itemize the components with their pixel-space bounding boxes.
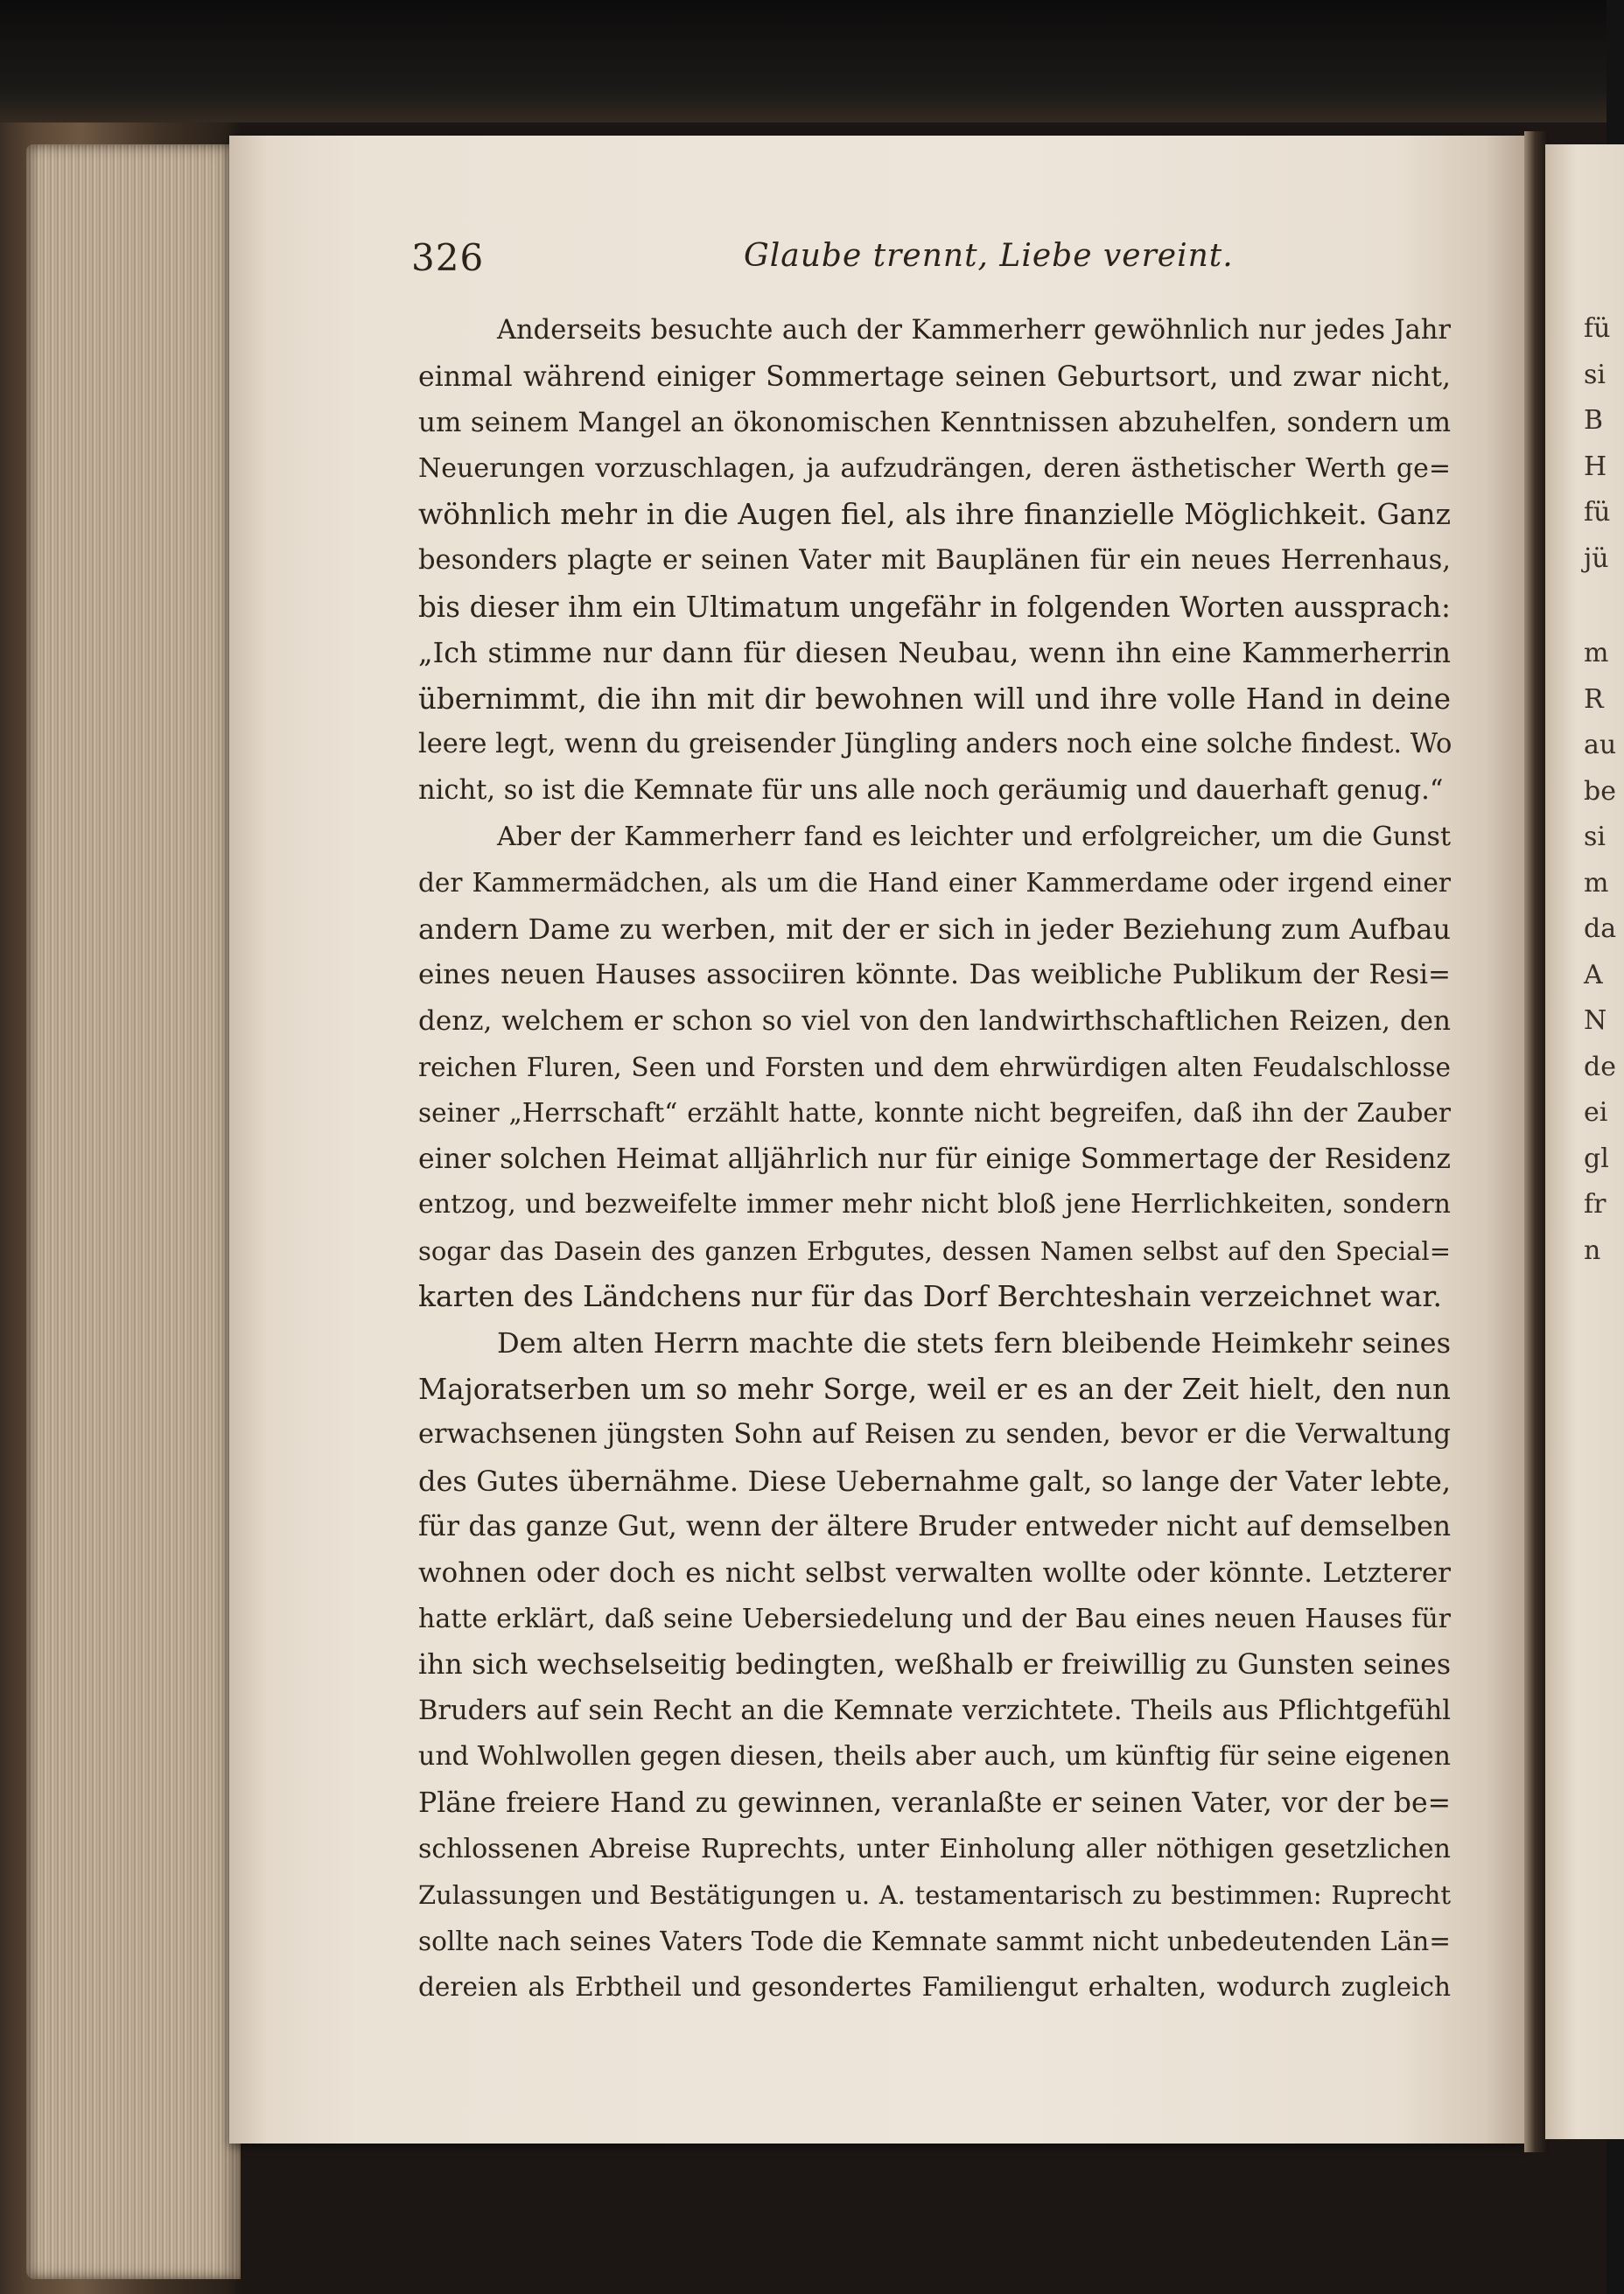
text-line: der Kammermädchen, als um die Hand einer Kammerdame oder irgend einer [418, 868, 1451, 899]
text-line: Anderseits besuchte auch der Kammerherr gewöhnlich nur jedes Jahr [497, 315, 1451, 346]
facing-fragment: da [1584, 913, 1617, 944]
text-line: Zulassungen und Bestätigungen u. A. testamentarisch zu bestimmen: Ruprecht [418, 1880, 1451, 1911]
facing-fragment: fü [1584, 497, 1611, 528]
text-line: andern Dame zu werben, mit der er sich in jeder Beziehung zum Aufbau [418, 912, 1451, 946]
text-line: und Wohlwollen gegen diesen, theils aber auch, um künftig für seine eigenen [418, 1741, 1451, 1773]
facing-fragment: fr [1584, 1189, 1606, 1220]
facing-fragment: fü [1584, 313, 1611, 344]
facing-page-text-fragments [1584, 306, 1619, 1274]
facing-fragment: si [1584, 822, 1606, 852]
text-line: sogar das Dasein des ganzen Erbgutes, dessen Namen selbst auf den Special= [418, 1235, 1451, 1266]
facing-fragment: m [1584, 638, 1609, 668]
text-line: sollte nach seines Vaters Tode die Kemnate sammt nicht unbedeutenden Län= [418, 1926, 1451, 1956]
text-line: Pläne freiere Hand zu gewinnen, veranlaßte er seinen Vater, vor der be= [418, 1787, 1451, 1819]
facing-fragment: R [1584, 683, 1604, 715]
facing-fragment: m [1584, 867, 1609, 899]
text-line: nicht, so ist die Kemnate für uns alle noch geräumig und dauerhaft genug.“ [418, 774, 1444, 806]
facing-fragment: n [1584, 1234, 1601, 1266]
facing-fragment: si [1584, 359, 1606, 390]
facing-fragment: B [1584, 405, 1604, 436]
text-line: leere legt, wenn du greisender Jüngling anders noch eine solche findest. Wo [418, 729, 1452, 760]
facing-fragment: gl [1584, 1143, 1609, 1174]
text-line: Aber der Kammerherr fand es leichter und erfolgreicher, um die Gunst [497, 821, 1451, 852]
text-line: erwachsenen jüngsten Sohn auf Reisen zu senden, bevor er die Verwaltung [418, 1419, 1451, 1451]
page-header [411, 236, 1444, 289]
facing-fragment: A [1584, 959, 1603, 990]
text-line: seiner „Herrschaft“ erzählt hatte, konnte nicht begreifen, daß ihn der Zauber [418, 1098, 1451, 1129]
page-block-edges [26, 144, 241, 2279]
text-line: wohnen oder doch es nicht selbst verwalten wollte oder könnte. Letzterer [418, 1557, 1451, 1590]
text-line: besonders plagte er seinen Vater mit Bauplänen für ein neues Herrenhaus, [418, 544, 1451, 576]
text-line: wöhnlich mehr in die Augen fiel, als ihre finanzielle Möglichkeit. Ganz [418, 497, 1451, 532]
facing-fragment: jü [1584, 542, 1609, 574]
body-text [418, 308, 1451, 2011]
text-line: Bruders auf sein Recht an die Kemnate verzichtete. Theils aus Pflichtgefühl [418, 1695, 1451, 1726]
text-line: des Gutes übernähme. Diese Uebernahme galt, so lange der Vater lebte, [418, 1464, 1451, 1498]
text-line: übernimmt, die ihn mit dir bewohnen will und ihre volle Hand in deine [418, 682, 1451, 716]
text-line: eines neuen Hauses associiren könnte. Das weibliche Publikum der Resi= [418, 959, 1451, 991]
text-line: hatte erklärt, daß seine Uebersiedelung und der Bau eines neuen Hauses für [418, 1603, 1451, 1634]
text-line: Majoratserben um so mehr Sorge, weil er es an der Zeit hielt, den nun [418, 1372, 1451, 1406]
text-line: um seinem Mangel an ökonomischen Kenntnissen abzuhelfen, sondern um [418, 407, 1451, 439]
page-number: 326 [411, 236, 485, 279]
text-line: reichen Fluren, Seen und Forsten und dem ehrwürdigen alten Feudalschlosse [418, 1052, 1451, 1082]
running-title: Glaube trennt, Liebe vereint. [744, 238, 1234, 274]
facing-fragment: de [1584, 1051, 1616, 1082]
facing-fragment: au [1584, 730, 1617, 760]
facing-fragment: ei [1584, 1097, 1608, 1128]
facing-fragment: N [1584, 1005, 1607, 1036]
text-line: schlossenen Abreise Ruprechts, unter Einholung aller nöthigen gesetzlichen [418, 1833, 1451, 1864]
text-line: entzog, und bezweifelte immer mehr nicht bloß jene Herrlichkeiten, sondern [418, 1189, 1451, 1220]
dark-background [0, 0, 1606, 131]
text-line: karten des Ländchens nur für das Dorf Berchteshain verzeichnet war. [418, 1279, 1442, 1314]
text-line: ihn sich wechselseitig bedingten, weßhalb er freiwillig zu Gunsten seines [418, 1649, 1451, 1682]
facing-fragment: H [1584, 451, 1607, 482]
text-line: Neuerungen vorzuschlagen, ja aufzudrängen, deren ästhetischer Werth ge= [418, 452, 1451, 484]
text-line: dereien als Erbtheil und gesondertes Familiengut erhalten, wodurch zugleich [418, 1972, 1451, 2003]
text-line: „Ich stimme nur dann für diesen Neubau, wenn ihn eine Kammerherrin [418, 636, 1451, 670]
text-line: einmal während einiger Sommertage seinen Geburtsort, und zwar nicht, [418, 360, 1451, 393]
text-line: für das ganze Gut, wenn der ältere Bruder entweder nicht auf demselben [418, 1511, 1451, 1543]
text-line: bis dieser ihm ein Ultimatum ungefähr in folgenden Worten aussprach: [418, 590, 1451, 624]
text-line: einer solchen Heimat alljährlich nur für einige Sommertage der Residenz [418, 1143, 1451, 1175]
facing-fragment: be [1584, 775, 1616, 807]
text-line: denz, welchem er schon so viel von den landwirthschaftlichen Reizen, den [418, 1004, 1451, 1037]
text-line: Dem alten Herrn machte die stets fern bleibende Heimkehr seines [497, 1326, 1451, 1360]
